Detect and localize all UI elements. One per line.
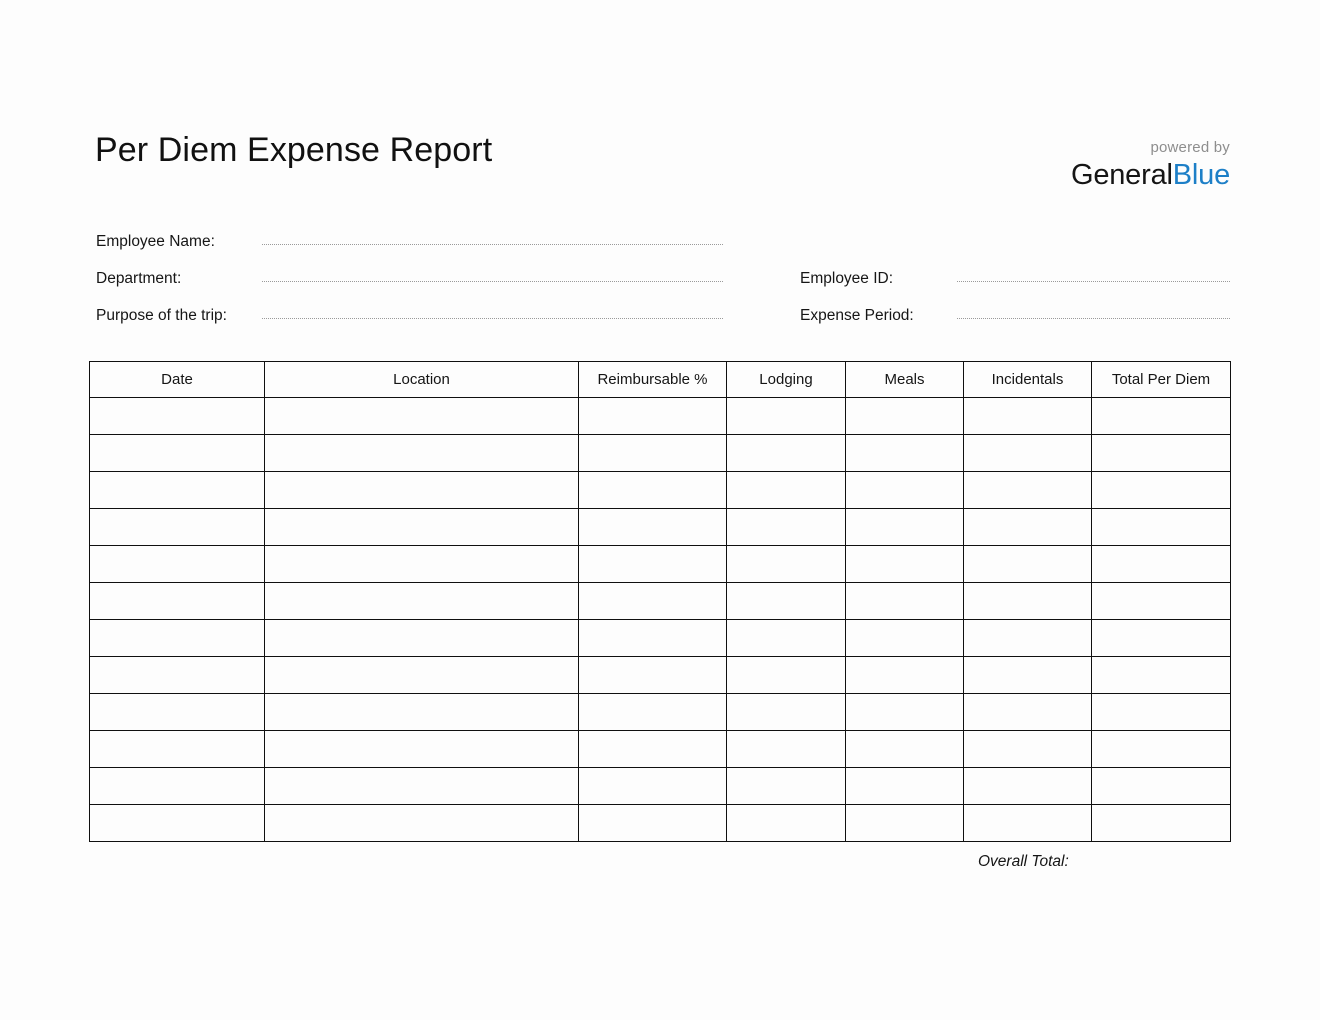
cell-date[interactable] [90,768,265,805]
cell-meals[interactable] [846,768,964,805]
employee-id-label: Employee ID: [800,269,894,287]
column-header-incidentals: Incidentals [964,362,1092,398]
cell-location[interactable] [265,583,579,620]
expense-period-input[interactable] [957,318,1230,319]
cell-reimbursable[interactable] [579,731,727,768]
cell-reimbursable[interactable] [579,805,727,842]
cell-reimbursable[interactable] [579,657,727,694]
cell-incidentals[interactable] [964,398,1092,435]
cell-meals[interactable] [846,472,964,509]
cell-reimbursable[interactable] [579,509,727,546]
cell-meals[interactable] [846,694,964,731]
cell-lodging[interactable] [727,731,846,768]
cell-incidentals[interactable] [964,546,1092,583]
cell-total-per-diem[interactable] [1092,805,1231,842]
table-row [90,398,1231,435]
cell-incidentals[interactable] [964,694,1092,731]
table-body [90,398,1231,842]
table-row [90,657,1231,694]
cell-lodging[interactable] [727,435,846,472]
column-header-meals: Meals [846,362,964,398]
cell-total-per-diem[interactable] [1092,472,1231,509]
table-row [90,472,1231,509]
cell-lodging[interactable] [727,768,846,805]
cell-incidentals[interactable] [964,805,1092,842]
cell-total-per-diem[interactable] [1092,731,1231,768]
cell-lodging[interactable] [727,583,846,620]
cell-incidentals[interactable] [964,620,1092,657]
cell-date[interactable] [90,546,265,583]
table-row [90,731,1231,768]
cell-date[interactable] [90,583,265,620]
cell-incidentals[interactable] [964,472,1092,509]
cell-location[interactable] [265,546,579,583]
cell-lodging[interactable] [727,472,846,509]
cell-total-per-diem[interactable] [1092,435,1231,472]
cell-date[interactable] [90,620,265,657]
cell-location[interactable] [265,435,579,472]
cell-total-per-diem[interactable] [1092,509,1231,546]
overall-total-label: Overall Total: [978,853,1069,870]
column-header-date: Date [90,362,265,398]
table-row [90,509,1231,546]
table-row [90,435,1231,472]
cell-location[interactable] [265,768,579,805]
expense-period-field-row [800,301,914,323]
table-row [90,546,1231,583]
purpose-of-trip-label: Purpose of the trip: [96,306,227,324]
column-header-lodging: Lodging [727,362,846,398]
cell-lodging[interactable] [727,805,846,842]
table-row [90,583,1231,620]
cell-total-per-diem[interactable] [1092,546,1231,583]
brand-name-blue: Blue [1172,159,1230,191]
page-title: Per Diem Expense Report [95,131,493,169]
cell-lodging[interactable] [727,694,846,731]
table-row [90,620,1231,657]
cell-incidentals[interactable] [964,583,1092,620]
brand-name [1071,161,1230,190]
cell-location[interactable] [265,398,579,435]
cell-location[interactable] [265,657,579,694]
cell-location[interactable] [265,472,579,509]
cell-incidentals[interactable] [964,731,1092,768]
table-row [90,694,1231,731]
cell-total-per-diem[interactable] [1092,620,1231,657]
cell-date[interactable] [90,509,265,546]
column-header-location: Location [265,362,579,398]
cell-location[interactable] [265,805,579,842]
employee-name-input[interactable] [262,244,723,245]
department-field-row [96,264,181,286]
cell-date[interactable] [90,694,265,731]
table-row [90,768,1231,805]
cell-reimbursable[interactable] [579,768,727,805]
cell-location[interactable] [265,620,579,657]
brand-name-general: General [1070,159,1173,191]
cell-total-per-diem[interactable] [1092,398,1231,435]
cell-lodging[interactable] [727,657,846,694]
cell-meals[interactable] [846,731,964,768]
employee-name-label: Employee Name: [96,232,215,250]
department-input[interactable] [262,281,723,282]
cell-location[interactable] [265,731,579,768]
cell-reimbursable[interactable] [579,694,727,731]
cell-date[interactable] [90,805,265,842]
cell-meals[interactable] [846,546,964,583]
cell-reimbursable[interactable] [579,398,727,435]
cell-reimbursable[interactable] [579,583,727,620]
cell-reimbursable[interactable] [579,435,727,472]
cell-reimbursable[interactable] [579,546,727,583]
table-header-row [90,362,1231,398]
employee-id-field-row [800,264,893,286]
cell-meals[interactable] [846,620,964,657]
cell-meals[interactable] [846,398,964,435]
cell-location[interactable] [265,694,579,731]
cell-lodging[interactable] [727,398,846,435]
cell-date[interactable] [90,472,265,509]
cell-meals[interactable] [846,583,964,620]
employee-name-field-row [96,227,215,249]
cell-date[interactable] [90,657,265,694]
cell-lodging[interactable] [727,620,846,657]
cell-meals[interactable] [846,805,964,842]
cell-meals[interactable] [846,509,964,546]
column-header-reimbursable: Reimbursable % [579,362,727,398]
cell-location[interactable] [265,509,579,546]
cell-lodging[interactable] [727,509,846,546]
cell-total-per-diem[interactable] [1092,583,1231,620]
cell-lodging[interactable] [727,546,846,583]
cell-total-per-diem[interactable] [1092,694,1231,731]
cell-date[interactable] [90,435,265,472]
cell-date[interactable] [90,731,265,768]
cell-meals[interactable] [846,657,964,694]
purpose-field-row [96,301,227,323]
table-row [90,805,1231,842]
cell-incidentals[interactable] [964,509,1092,546]
column-header-total-per-diem: Total Per Diem [1092,362,1231,398]
employee-id-input[interactable] [957,281,1230,282]
cell-meals[interactable] [846,435,964,472]
cell-total-per-diem[interactable] [1092,768,1231,805]
cell-incidentals[interactable] [964,768,1092,805]
brand-powered-by-label: powered by [1150,139,1230,156]
purpose-of-trip-input[interactable] [262,318,723,319]
cell-incidentals[interactable] [964,657,1092,694]
cell-reimbursable[interactable] [579,620,727,657]
expense-period-label: Expense Period: [800,306,914,324]
cell-date[interactable] [90,398,265,435]
cell-incidentals[interactable] [964,435,1092,472]
cell-total-per-diem[interactable] [1092,657,1231,694]
department-label: Department: [96,269,182,287]
brand-logo [1071,140,1230,190]
expense-table [89,361,1231,842]
cell-reimbursable[interactable] [579,472,727,509]
